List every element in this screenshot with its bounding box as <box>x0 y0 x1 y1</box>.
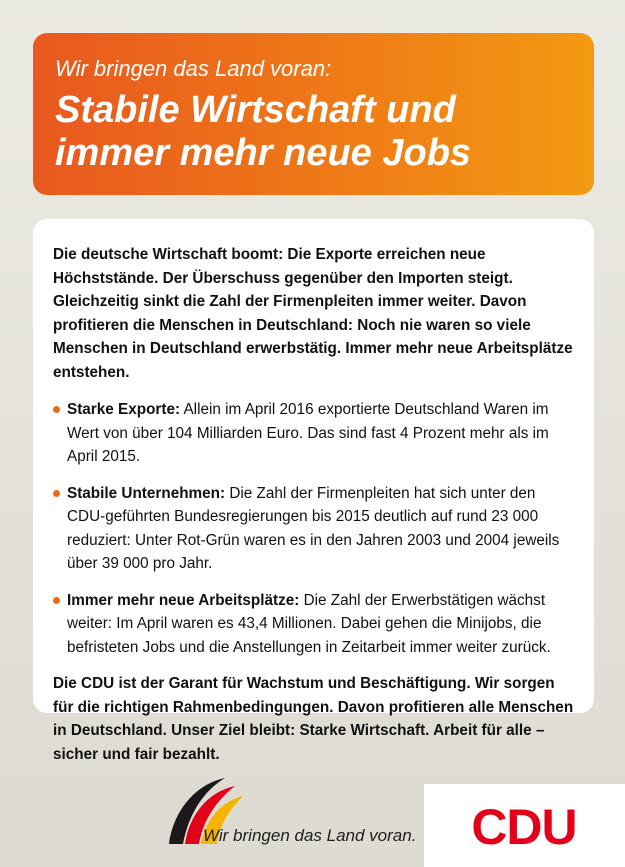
bullet-item-companies <box>53 482 574 576</box>
content-card <box>33 219 594 763</box>
bullet-text: Die Zahl der Erwerbstätigen wächst weiter: Im April waren es 43,4 Millionen. Dabei gehen die Minijobs, die befristeten Jobs und die Anstellungen in Zeitarbeit immer weiter zurück. <box>67 591 551 656</box>
cdu-logo <box>424 784 625 867</box>
footer-slogan: Wir bringen das Land voran. <box>203 826 417 845</box>
bullet-item-exports <box>53 398 574 469</box>
outro-paragraph: Die CDU ist der Garant für Wachstum und Beschäftigung. Wir sorgen für die richtigen Rahmenbedingungen. Davon profitieren alle Menschen in Deutschland. Unser Ziel bleibt: Starke Wirtschaft. Arbeit für alle – sicher und fair bezahlt. <box>53 675 574 763</box>
header-banner <box>33 33 594 195</box>
page-title <box>55 89 572 175</box>
bullet-item-jobs <box>53 589 574 660</box>
bullet-dot-icon <box>53 597 60 604</box>
bullet-dot-icon <box>53 406 60 413</box>
bullet-title: Immer mehr neue Arbeitsplätze: <box>67 591 300 609</box>
intro-paragraph: Die deutsche Wirtschaft boomt: Die Exporte erreichen neue Höchststände. Der Überschuss gegenüber den Importen steigt. Gleichzeitig sinkt die Zahl der Firmenpleiten immer weiter. Davon profitieren die Menschen in Deutschland: Noch nie waren so viele Menschen in Deutschland erwerbstätig. Immer mehr neue Arbeitsplätze entstehen. <box>53 246 573 381</box>
bullet-title: Stabile Unternehmen: <box>67 484 226 502</box>
bullet-list <box>53 398 574 659</box>
headline-line-2: immer mehr neue Jobs <box>55 132 472 174</box>
cdu-wordmark: CDU <box>471 799 577 855</box>
header-kicker: Wir bringen das Land voran: <box>55 56 332 81</box>
bullet-title: Starke Exporte: <box>67 401 181 418</box>
bullet-text: Die Zahl der Firmenpleiten hat sich unter den CDU-geführten Bundesregierungen bis 2015 deutlich auf rund 23 000 reduziert: Unter Rot-Grün waren es in den Jahren 2003 und 2004 jeweils über 39 000 pro Jahr. <box>67 484 560 572</box>
bullet-dot-icon <box>53 490 60 497</box>
bullet-text: Allein im April 2016 exportierte Deutschland Waren im Wert von über 104 Milliarden Euro. Das sind fast 4 Prozent mehr als im April 2015. <box>67 401 549 465</box>
headline-line-1: Stabile Wirtschaft und <box>55 89 456 131</box>
